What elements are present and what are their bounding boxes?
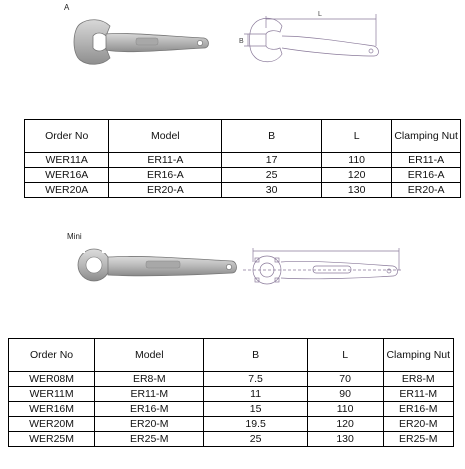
dimension-label-b: B: [239, 38, 244, 45]
order-no-cell: WER11A: [25, 153, 109, 168]
b-cell: 15: [204, 402, 307, 417]
column-header-order-no: Order No: [9, 339, 95, 372]
column-header-b: B: [222, 120, 322, 153]
l-cell: 120: [307, 417, 383, 432]
clamping-nut-cell: ER16-A: [392, 168, 461, 183]
l-cell: 70: [307, 372, 383, 387]
l-cell: 130: [322, 183, 392, 198]
model-cell: ER16-A: [109, 168, 222, 183]
column-header-l: L: [307, 339, 383, 372]
wrench-mini-drawing: [243, 240, 403, 296]
table-row: [25, 168, 461, 183]
column-header-order-no: Order No: [25, 120, 109, 153]
model-cell: ER25-M: [95, 432, 204, 447]
spec-table-a: [24, 119, 461, 198]
b-cell: 17: [222, 153, 322, 168]
b-cell: 25: [204, 432, 307, 447]
wrench-mini-photo: [74, 243, 240, 293]
clamping-nut-cell: ER16-M: [383, 402, 454, 417]
model-cell: ER11-A: [109, 153, 222, 168]
table-row: [9, 372, 454, 387]
clamping-nut-cell: ER11-M: [383, 387, 454, 402]
b-cell: 11: [204, 387, 307, 402]
order-no-cell: WER20M: [9, 417, 95, 432]
dimension-label-l: L: [318, 11, 322, 18]
table-row: [9, 417, 454, 432]
column-header-model: Model: [95, 339, 204, 372]
section-label-mini: Mini: [67, 232, 82, 241]
column-header-b: B: [204, 339, 307, 372]
order-no-cell: WER16A: [25, 168, 109, 183]
clamping-nut-cell: ER8-M: [383, 372, 454, 387]
b-cell: 25: [222, 168, 322, 183]
l-cell: 90: [307, 387, 383, 402]
table-row: [9, 402, 454, 417]
order-no-cell: WER25M: [9, 432, 95, 447]
l-cell: 130: [307, 432, 383, 447]
table-header-row: [25, 120, 461, 153]
model-cell: ER8-M: [95, 372, 204, 387]
clamping-nut-cell: ER11-A: [392, 153, 461, 168]
table-row: [9, 432, 454, 447]
b-cell: 30: [222, 183, 322, 198]
order-no-cell: WER11M: [9, 387, 95, 402]
clamping-nut-cell: ER20-M: [383, 417, 454, 432]
spec-table-mini: [8, 338, 454, 447]
column-header-clamping-nut: Clamping Nut: [392, 120, 461, 153]
column-header-model: Model: [109, 120, 222, 153]
b-cell: 19.5: [204, 417, 307, 432]
model-cell: ER20-A: [109, 183, 222, 198]
model-cell: ER16-M: [95, 402, 204, 417]
column-header-clamping-nut: Clamping Nut: [383, 339, 454, 372]
model-cell: ER20-M: [95, 417, 204, 432]
clamping-nut-cell: ER20-A: [392, 183, 461, 198]
wrench-a-drawing: [236, 6, 386, 68]
table-row: [25, 153, 461, 168]
order-no-cell: WER16M: [9, 402, 95, 417]
order-no-cell: WER08M: [9, 372, 95, 387]
model-cell: ER11-M: [95, 387, 204, 402]
table-row: [25, 183, 461, 198]
table-row: [9, 387, 454, 402]
clamping-nut-cell: ER25-M: [383, 432, 454, 447]
l-cell: 110: [307, 402, 383, 417]
wrench-a-photo: [66, 14, 216, 74]
l-cell: 110: [322, 153, 392, 168]
b-cell: 7.5: [204, 372, 307, 387]
order-no-cell: WER20A: [25, 183, 109, 198]
table-header-row: [9, 339, 454, 372]
l-cell: 120: [322, 168, 392, 183]
section-label-a: A: [64, 3, 70, 12]
column-header-l: L: [322, 120, 392, 153]
